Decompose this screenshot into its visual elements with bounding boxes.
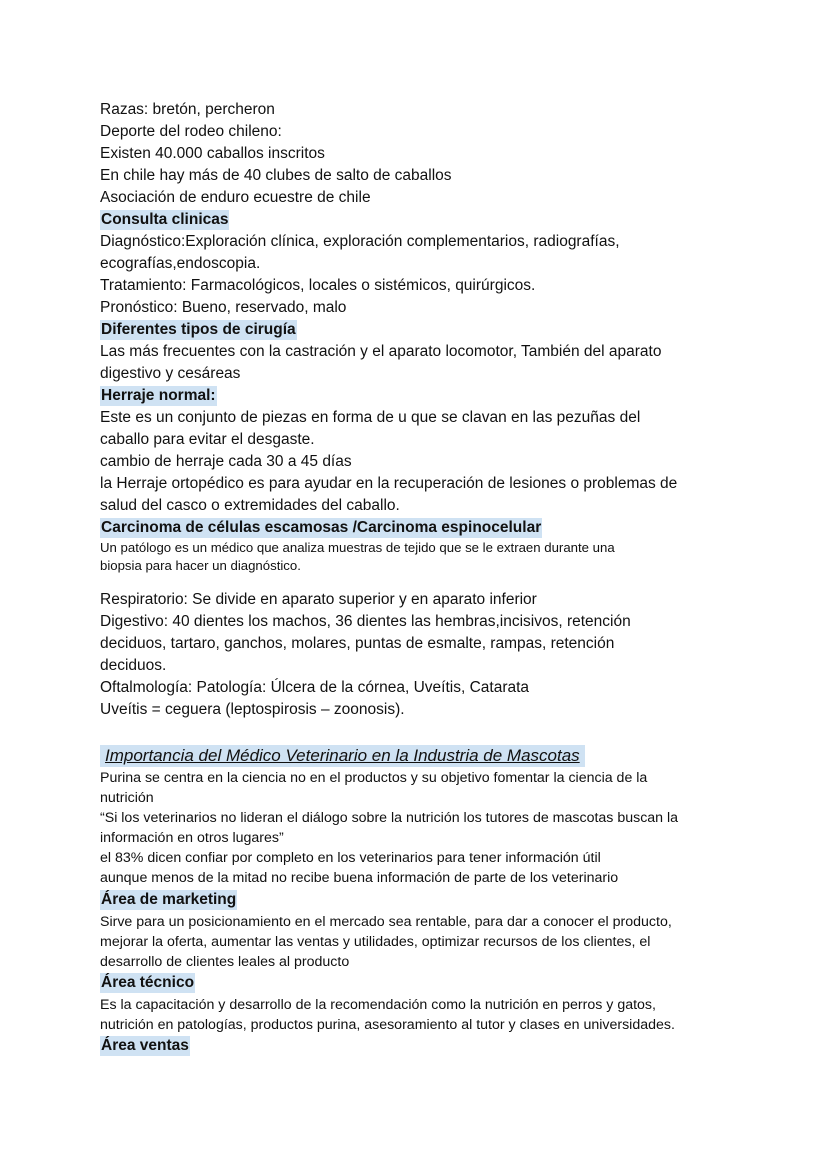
text-line-pronostico: Pronóstico: Bueno, reservado, malo [100,299,347,316]
text-line-tecnico-capacitacion: Es la capacitación y desarrollo de la recomendación como la nutrición en perros y gatos, [100,997,656,1013]
heading-area-tecnico: Área técnico [101,974,195,991]
heading-area-marketing: Área de marketing [101,891,237,908]
text-line-razas: Razas: bretón, percheron [100,101,275,118]
text-line-confianza: el 83% dicen confiar por completo en los veterinarios para tener información útil [100,850,601,866]
text-line-cita-lugares: información en otros lugares” [100,830,284,846]
text-line-enduro: Asociación de enduro ecuestre de chile [100,189,371,206]
text-line-purina-ciencia: Purina se centra en la ciencia no en el productos y su objetivo fomentar la ciencia de la [100,770,648,786]
text-line-cirugia-digestivo: digestivo y cesáreas [100,365,241,382]
text-line-herraje-ortopedico: la Herraje ortopédico es para ayudar en la recuperación de lesiones o problemas de [100,475,678,492]
text-line-caballos-inscritos: Existen 40.000 caballos inscritos [100,145,325,162]
text-line-digestivo: Digestivo: 40 dientes los machos, 36 dientes las hembras,incisivos, retención [100,613,631,630]
heading-tipos-cirugia: Diferentes tipos de cirugía [101,321,296,338]
text-line-herraje-conjunto: Este es un conjunto de piezas en forma de u que se clavan en las pezuñas del [100,409,641,426]
text-line-nutricion: nutrición [100,790,154,806]
text-line-cirugia-frecuentes: Las más frecuentes con la castración y el aparato locomotor, También del aparato [100,343,662,360]
heading-consulta-clinicas: Consulta clinicas [101,211,229,228]
text-line-biopsia: biopsia para hacer un diagnóstico. [100,558,301,573]
text-line-uveitis: Uveítis = ceguera (leptospirosis – zoonosis). [100,701,405,718]
text-line-diagnostico: Diagnóstico:Exploración clínica, exploración complementarios, radiografías, [100,233,620,250]
heading-herraje-normal: Herraje normal: [101,387,216,404]
text-line-oftalmologia: Oftalmología: Patología: Úlcera de la córnea, Uveítis, Catarata [100,679,530,696]
text-line-rodeo: Deporte del rodeo chileno: [100,123,282,140]
text-line-herraje-desgaste: caballo para evitar el desgaste. [100,431,315,448]
text-line-marketing-posicionamiento: Sirve para un posicionamiento en el mercado sea rentable, para dar a conocer el producto, [100,914,672,930]
heading-importancia-veterinario: Importancia del Médico Veterinario en la Industria de Mascotas [100,745,585,767]
text-line-ecografias: ecografías,endoscopia. [100,255,261,272]
text-line-herraje-salud: salud del casco o extremidades del caballo. [100,497,400,514]
text-line-tecnico-patologias: nutrición en patologías, productos purina, asesoramiento al tutor y clases en universidades. [100,1017,675,1033]
text-line-marketing-clientes: desarrollo de clientes leales al producto [100,954,350,970]
text-line-marketing-oferta: mejorar la oferta, aumentar las ventas y utilidades, optimizar recursos de los clientes, el [100,934,651,950]
text-line-mitad: aunque menos de la mitad no recibe buena información de parte de los veterinario [100,870,619,886]
heading-area-ventas: Área ventas [101,1037,189,1054]
text-line-deciduos-tartaro: deciduos, tartaro, ganchos, molares, puntas de esmalte, rampas, retención [100,635,615,652]
text-line-cita-veterinarios: “Si los veterinarios no lideran el diálogo sobre la nutrición los tutores de mascotas buscan la [100,810,679,826]
heading-carcinoma: Carcinoma de células escamosas /Carcinoma espinocelular [101,519,542,536]
text-line-deciduos: deciduos. [100,657,167,674]
text-line-respiratorio: Respiratorio: Se divide en aparato superior y en aparato inferior [100,591,537,608]
text-line-tratamiento: Tratamiento: Farmacológicos, locales o sistémicos, quirúrgicos. [100,277,536,294]
text-line-herraje-cambio: cambio de herraje cada 30 a 45 días [100,453,352,470]
text-line-patologo: Un patólogo es un médico que analiza muestras de tejido que se le extraen durante una [100,540,615,555]
text-line-clubes-salto: En chile hay más de 40 clubes de salto de caballos [100,167,452,184]
